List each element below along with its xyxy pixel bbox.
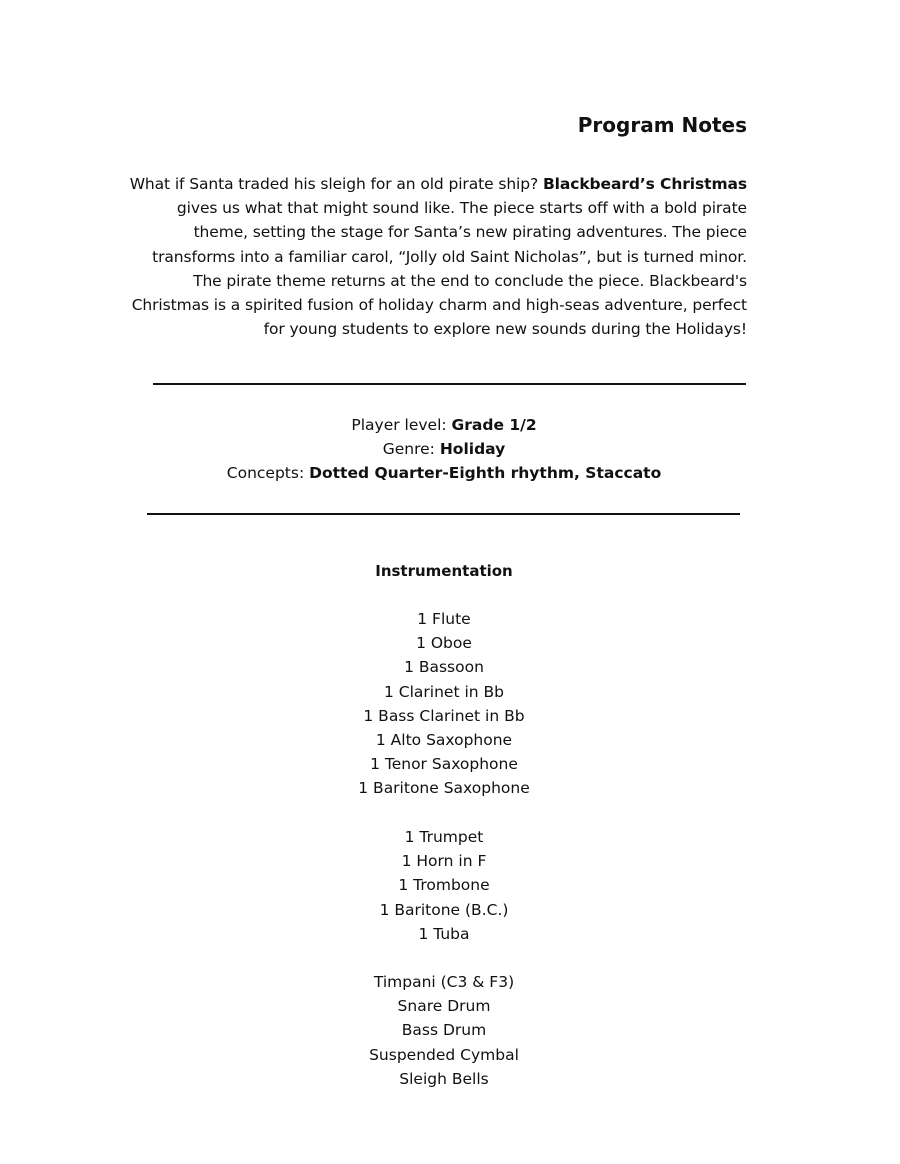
genre-row: [0, 437, 888, 461]
notes-line: The pirate theme returns at the end to conclude the piece. Blackbeard's: [193, 271, 747, 290]
brass-list: [0, 825, 888, 946]
concepts-label: Concepts:: [226, 464, 310, 483]
player-level-value: Grade 1/2: [451, 416, 537, 434]
concepts-value: Dotted Quarter-Eighth rhythm, Staccato: [309, 464, 662, 483]
instrument-item: 1 Oboe: [416, 634, 472, 653]
instrument-item: 1 Bassoon: [404, 658, 484, 677]
instrumentation-title: Instrumentation: [375, 562, 513, 580]
notes-line: for young students to explore new sounds during the Holidays!: [263, 320, 747, 339]
notes-text: What if Santa traded his sleigh for an old pirate ship?: [129, 175, 543, 193]
program-notes-paragraph: [120, 172, 747, 341]
notes-line: Christmas is a spirited fusion of holiday charm and high-seas adventure, perfect: [131, 296, 747, 315]
notes-line: transforms into a familiar carol, “Jolly old Saint Nicholas”, but is turned minor.: [152, 247, 747, 266]
concepts-row: [0, 461, 888, 485]
player-level-label: Player level:: [351, 416, 452, 434]
genre-label: Genre:: [382, 440, 440, 459]
notes-line: theme, setting the stage for Santa’s new pirating adventures. The piece: [193, 223, 747, 242]
instrument-item: 1 Baritone Saxophone: [358, 779, 530, 798]
instrument-item: Sleigh Bells: [399, 1069, 489, 1088]
notes-line: [120, 172, 747, 196]
instrument-item: 1 Baritone (B.C.): [379, 900, 509, 919]
piece-title: Blackbeard’s Christmas: [542, 175, 747, 193]
instrument-item: 1 Tuba: [418, 924, 470, 943]
player-level-row: [0, 413, 888, 437]
divider-top: [153, 383, 746, 385]
instrument-item: Bass Drum: [401, 1021, 487, 1040]
woodwinds-list: [0, 607, 888, 801]
instrument-item: 1 Horn in F: [401, 852, 487, 871]
instrument-item: Suspended Cymbal: [369, 1045, 519, 1064]
instrument-item: 1 Clarinet in Bb: [384, 682, 504, 701]
instrument-item: Timpani (C3 & F3): [373, 973, 515, 991]
instrument-item: 1 Bass Clarinet in Bb: [363, 706, 525, 725]
piece-info: [0, 413, 888, 486]
percussion-list: [0, 970, 888, 1091]
instrument-item: 1 Trombone: [398, 876, 490, 895]
instrument-item: 1 Tenor Saxophone: [370, 755, 518, 774]
notes-line: gives us what that might sound like. The piece starts off with a bold pirate: [176, 199, 747, 218]
instrument-item: 1 Alto Saxophone: [375, 731, 513, 750]
genre-value: Holiday: [439, 440, 506, 459]
instrument-item: 1 Trumpet: [404, 828, 484, 846]
divider-bottom: [147, 513, 740, 515]
instrument-item: Snare Drum: [397, 997, 491, 1016]
instrument-item: 1 Flute: [417, 610, 471, 628]
page-title: Program Notes: [577, 113, 747, 137]
